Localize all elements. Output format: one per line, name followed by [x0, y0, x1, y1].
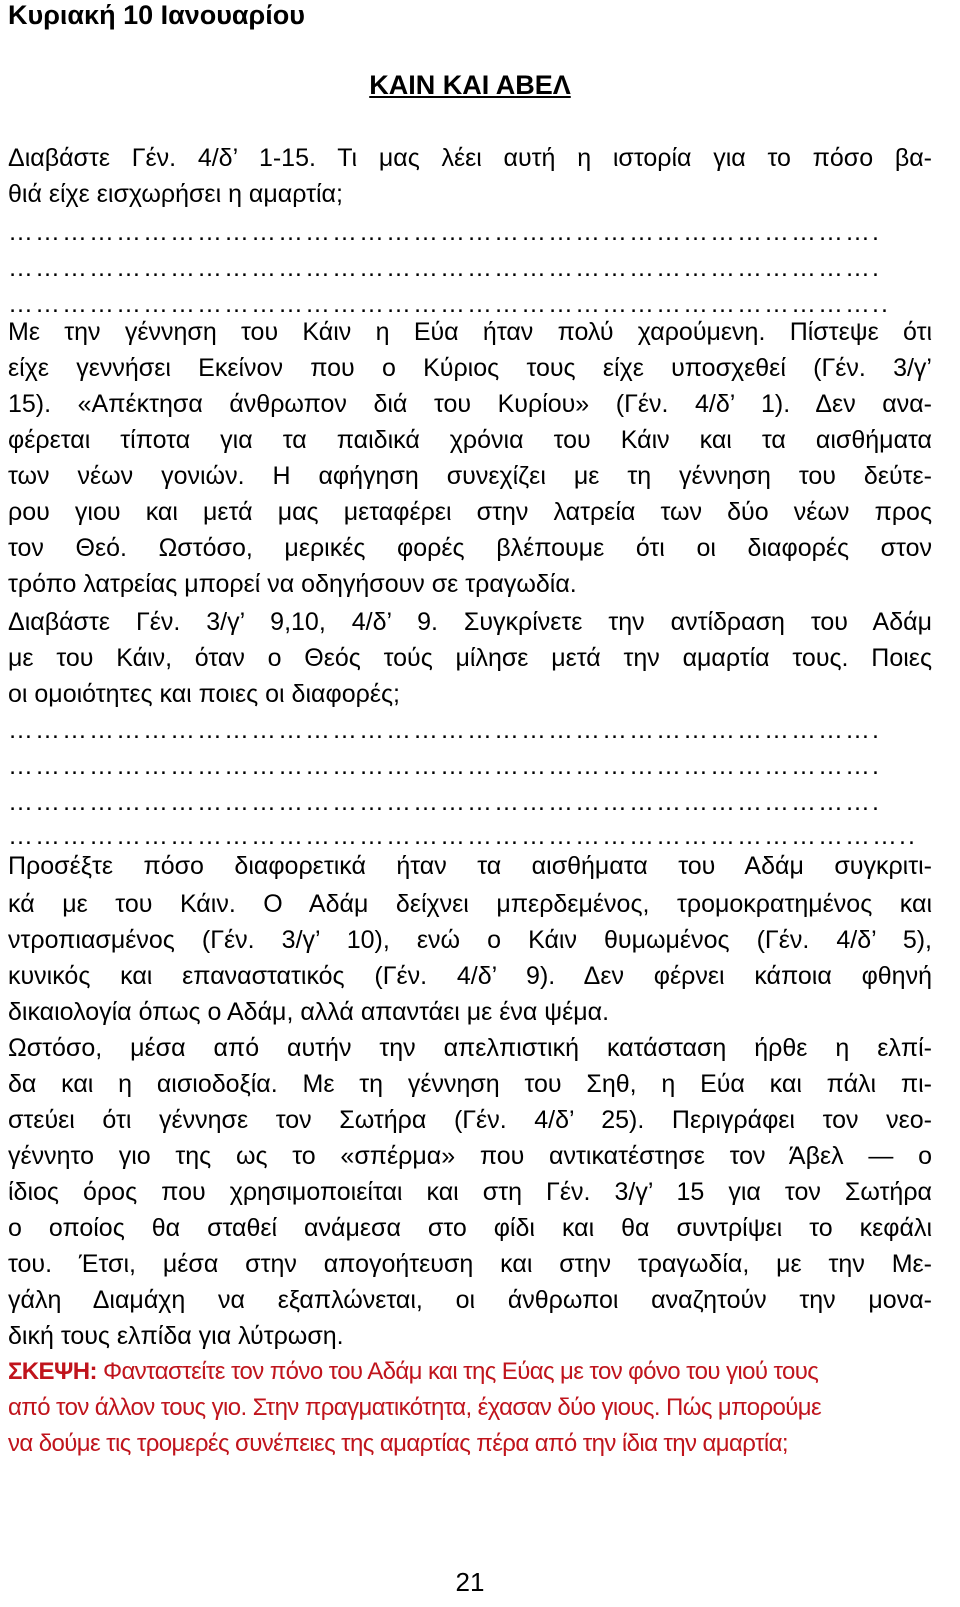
paragraph-line: ο οποίος θα σταθεί ανάμεσα στο φίδι και θα συντρίψει το κεφάλι [8, 1214, 932, 1242]
paragraph-line: κά με του Κάιν. Ο Αδάμ δείχνει μπερδεμένος, τρομοκρατημένος και [8, 890, 932, 918]
question-1-line: θιά είχε εισχωρήσει η αμαρτία; [8, 180, 343, 208]
paragraph-line: ίδιος όρος που χρησιμοποιείται και στη Γέν. 3/γ’ 15 για τον Σωτήρα [8, 1178, 932, 1206]
paragraph-line: τον Θεό. Ωστόσο, μερικές φορές βλέπουμε ότι οι διαφορές στον [8, 534, 932, 562]
reflection-line: να δούμε τις τρομερές συνέπειες της αμαρτίας πέρα από την ίδια την αμαρτία; [8, 1430, 788, 1457]
paragraph-line: γέννητο γιο της ως το «σπέρμα» που αντικατέστησε τον Άβελ — ο [8, 1142, 932, 1170]
paragraph-line: Προσέξτε πόσο διαφορετικά ήταν τα αισθήματα του Αδάμ συγκριτι- [8, 852, 932, 880]
answer-line[interactable]: ……………………………………………………………………………………. [8, 218, 881, 246]
paragraph-line: δικαιολογία όπως ο Αδάμ, αλλά απαντάει με ένα ψέμα. [8, 998, 610, 1026]
paragraph-line: δική τους ελπίδα για λύτρωση. [8, 1322, 344, 1350]
question-2-line: οι ομοιότητες και ποιες οι διαφορές; [8, 680, 400, 708]
question-2-line: με του Κάιν, όταν ο Θεός τούς μίλησε μετά την αμαρτία τους. Ποιες [8, 644, 932, 672]
date-heading: Κυριακή 10 Ιανουαρίου [8, 0, 305, 30]
paragraph-line: Ωστόσο, μέσα από αυτήν την απελπιστική κατάσταση ήρθε η ελπί- [8, 1034, 932, 1062]
reflection-label: ΣΚΕΨΗ: [8, 1358, 97, 1385]
reflection-text: Φανταστείτε τον πόνο του Αδάμ και της Εύας με τον φόνο του γιού τους [96, 1358, 819, 1385]
paragraph-line: γάλη Διαμάχη να εξαπλώνεται, οι άνθρωποι αναζητούν την μονα- [8, 1286, 932, 1314]
paragraph-line: κυνικός και επαναστατικός (Γέν. 4/δ’ 9). Δεν φέρνει κάποια φθηνή [8, 962, 932, 990]
reflection-line [8, 1354, 932, 1390]
paragraph-line: δα και η αισιοδοξία. Με τη γέννηση του Σηθ, η Εύα και πάλι πι- [8, 1070, 932, 1098]
question-2-line: Διαβάστε Γέν. 3/γ’ 9,10, 4/δ’ 9. Συγκρίνετε την αντίδραση του Αδάμ [8, 608, 932, 636]
paragraph-line: 15). «Απέκτησα άνθρωπον διά του Κυρίου» (Γέν. 4/δ’ 1). Δεν ανα- [8, 390, 932, 418]
question-1-line: Διαβάστε Γέν. 4/δ’ 1-15. Τι μας λέει αυτή η ιστορία για το πόσο βα- [8, 144, 932, 172]
paragraph-line: Με την γέννηση του Κάιν η Εύα ήταν πολύ χαρούμενη. Πίστεψε ότι [8, 318, 932, 346]
paragraph-line: ρου γιου και μετά μας μεταφέρει στην λατρεία των δύο νέων προς [8, 498, 932, 526]
answer-line[interactable]: ……………………………………………………………………………………. [8, 788, 881, 816]
page-number: 21 [455, 1567, 485, 1597]
paragraph-line: των νέων γονιών. Η αφήγηση συνεχίζει με τη γέννηση του δεύτε- [8, 462, 932, 490]
answer-line[interactable]: ……………………………………………………………………………………. [8, 716, 881, 744]
paragraph-line: στεύει ότι γέννησε τον Σωτήρα (Γέν. 4/δ’ 25). Περιγράφει τον νεο- [8, 1106, 932, 1134]
answer-line[interactable]: ……………………………………………………………………………………….. [8, 822, 917, 850]
paragraph-line: τρόπο λατρείας μπορεί να οδηγήσουν σε τραγωδία. [8, 570, 577, 598]
answer-line[interactable]: ……………………………………………………………………………………. [8, 254, 881, 282]
answer-line[interactable]: …………………………………………………………………………………….. [8, 290, 890, 318]
reflection-line: από τον άλλον τους γιο. Στην πραγματικότητα, έχασαν δύο γιους. Πώς μπορούμε [8, 1394, 822, 1421]
lesson-title: ΚΑΙΝ ΚΑΙ ΑΒΕΛ [369, 70, 571, 100]
paragraph-line: ντροπιασμένος (Γέν. 3/γ’ 10), ενώ ο Κάιν θυμωμένος (Γέν. 4/δ’ 5), [8, 926, 932, 954]
paragraph-line: φέρεται τίποτα για τα παιδικά χρόνια του Κάιν και τα αισθήματα [8, 426, 932, 454]
answer-line[interactable]: ……………………………………………………………………………………. [8, 752, 881, 780]
paragraph-line: είχε γεννήσει Εκείνον που ο Κύριος τους είχε υποσχεθεί (Γέν. 3/γ’ [8, 354, 932, 382]
document-page [8, 0, 932, 1607]
paragraph-line: του. Έτσι, μέσα στην απογοήτευση και στην τραγωδία, με την Με- [8, 1250, 932, 1278]
